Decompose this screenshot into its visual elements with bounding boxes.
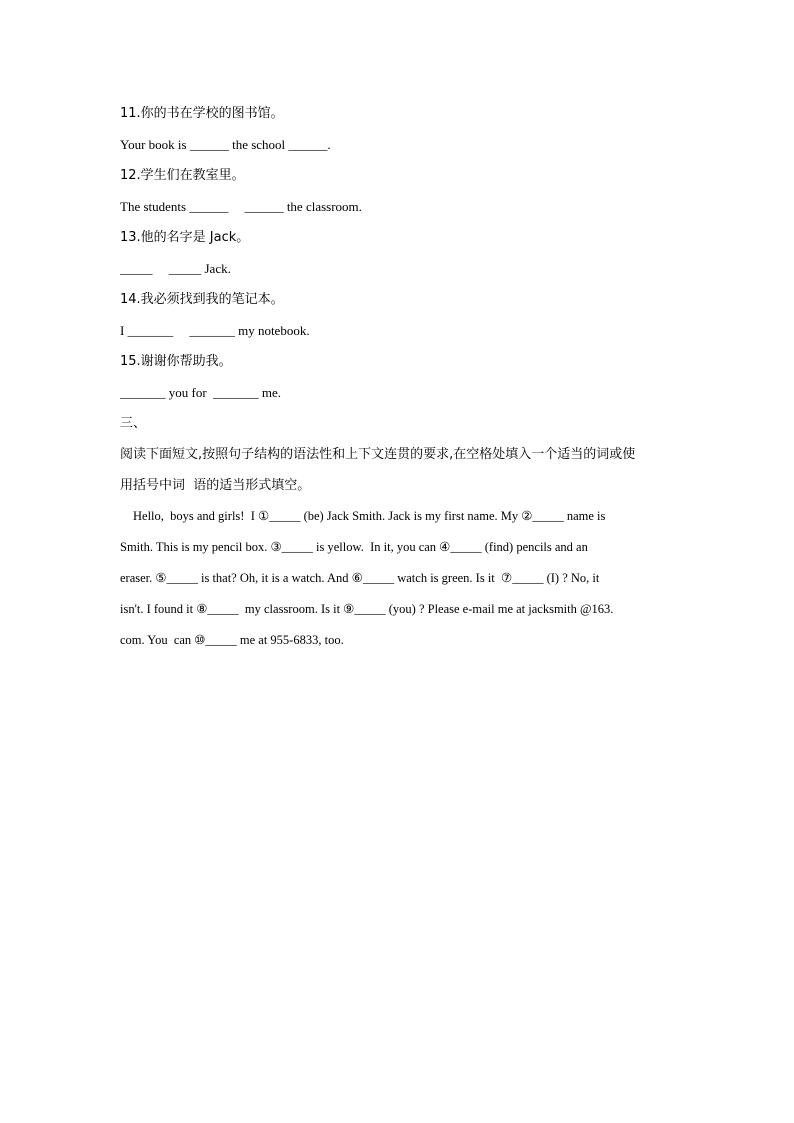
question-prompt-cn: 13.他的名字是 Jack。 [120, 230, 250, 245]
passage-line [120, 501, 680, 532]
question-sentence-en: I _______ _______ my notebook. [120, 323, 310, 338]
section-instruction-line: 阅读下面短文,按照句子结构的语法性和上下文连贯的要求,在空格处填入一个适当的词或使 [120, 447, 636, 462]
question-11 [120, 98, 680, 160]
passage-text: Hello, boys and girls! I ①_____ (be) Jack Smith. Jack is my first name. My ②_____ name is [133, 509, 606, 523]
question-sentence-en: _______ you for _______ me. [120, 385, 282, 400]
question-15 [120, 346, 680, 408]
question-prompt-cn: 11.你的书在学校的图书馆。 [120, 106, 284, 121]
worksheet-page [120, 98, 680, 656]
section-instruction-line: 用括号中词 语的适当形式填空。 [120, 478, 311, 493]
question-13 [120, 222, 680, 284]
passage-line: isn't. I found it ⑧_____ my classroom. Is it ⑨_____ (you) ? Please e-mail me at jacksmith @163. [120, 602, 614, 616]
question-prompt-cn: 15.谢谢你帮助我。 [120, 354, 232, 369]
question-14 [120, 284, 680, 346]
question-sentence-en: Your book is ______ the school ______. [120, 137, 331, 152]
section-three [120, 408, 680, 656]
cloze-passage [120, 501, 680, 656]
section-heading: 三、 [120, 416, 147, 431]
passage-line: eraser. ⑤_____ is that? Oh, it is a watch. And ⑥_____ watch is green. Is it ⑦_____ (I) ? No, it [120, 571, 600, 585]
passage-line: Smith. This is my pencil box. ③_____ is yellow. In it, you can ④_____ (find) pencils and an [120, 540, 588, 554]
question-sentence-en: The students ______ ______ the classroom. [120, 199, 362, 214]
question-prompt-cn: 12.学生们在教室里。 [120, 168, 245, 183]
question-sentence-en: _____ _____ Jack. [120, 261, 231, 276]
question-prompt-cn: 14.我必须找到我的笔记本。 [120, 292, 284, 307]
passage-line: com. You can ⑩_____ me at 955-6833, too. [120, 633, 344, 647]
question-12 [120, 160, 680, 222]
